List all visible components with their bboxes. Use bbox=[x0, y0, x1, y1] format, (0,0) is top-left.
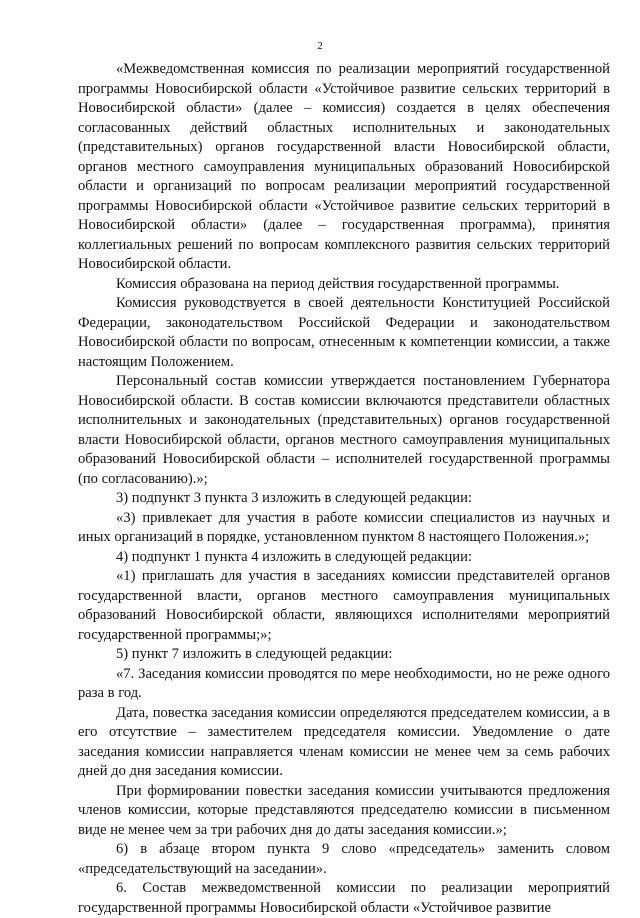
paragraph: Комиссия образована на период действия государственной программы. bbox=[116, 275, 560, 292]
paragraph: 6) в абзаце втором пункта 9 слово «председатель» заменить словом «председательствующий на заседании». bbox=[78, 841, 610, 877]
paragraph: 6. Состав межведомственной комиссии по реализации мероприятий государственной программы Новосибирской области «Устойчивое развитие bbox=[78, 880, 610, 916]
paragraph: Комиссия руководствуется в своей деятельности Конституцией Российской Федерации, законодательством Российской Федерации и законодательством Новосибирской области по вопросам, отнесенным к компетенции комиссии, а также настоящим Положением. bbox=[78, 295, 610, 370]
paragraph: Персональный состав комиссии утверждается постановлением Губернатора Новосибирской области. В состав комиссии включаются представители областных исполнительных и законодательных (представительных) органов государственной власти Новосибирской области, органов местного самоуправления муниципальных образований Новосибирской области – исполнителей государственной программы (по согласованию).»; bbox=[78, 373, 610, 487]
paragraph: 3) подпункт 3 пункта 3 изложить в следующей редакции: bbox=[116, 490, 472, 506]
paragraph: «1) приглашать для участия в заседаниях комиссии представителей органов государственной власти, органов местного самоуправления муниципальных образований Новосибирской области, являющихся исполнителями мероприятий государственной программы;»; bbox=[78, 568, 610, 643]
paragraph: 4) подпункт 1 пункта 4 изложить в следующей редакции: bbox=[116, 548, 472, 565]
paragraph: При формировании повестки заседания комиссии учитываются предложения членов комиссии, которые представляются председателю комиссии в письменном виде не менее чем за три рабочих дня до даты заседания комиссии.»; bbox=[78, 782, 610, 838]
paragraph: «Межведомственная комиссия по реализации мероприятий государственной программы Новосибирской области «Устойчивое развитие сельских территорий в Новосибирской области» (далее – комиссия) создается в целях обеспечения согласованных действий областных исполнительных и законодательных (представительных) органов государственной власти Новосибирской области, органов местного самоуправления муниципальных образований Новосибирской области и организаций по вопросам реализации мероприятий государственной программы Новосибирской области «Устойчивое развитие сельских территорий в Новосибирской области» (далее – государственная программа), принятия коллегиальных решений по вопросам комплексного развития сельских территорий Новосибирской области. bbox=[78, 61, 610, 272]
paragraph: 5) пункт 7 изложить в следующей редакции: bbox=[116, 646, 393, 662]
document-body bbox=[78, 60, 610, 918]
paragraph: «3) привлекает для участия в работе комиссии специалистов из научных и иных организаций в порядке, установленном пунктом 8 настоящего Положения.»; bbox=[78, 509, 610, 545]
paragraph: Дата, повестка заседания комиссии определяются председателем комиссии, а в его отсутствие – заместителем председателя комиссии. Уведомление о дате заседания комиссии направляется членам комиссии не менее чем за семь рабочих дней до дня заседания комиссии. bbox=[78, 704, 610, 779]
page-number: 2 bbox=[317, 40, 323, 52]
paragraph: «7. Заседания комиссии проводятся по мере необходимости, но не реже одного раза в год. bbox=[78, 665, 610, 701]
